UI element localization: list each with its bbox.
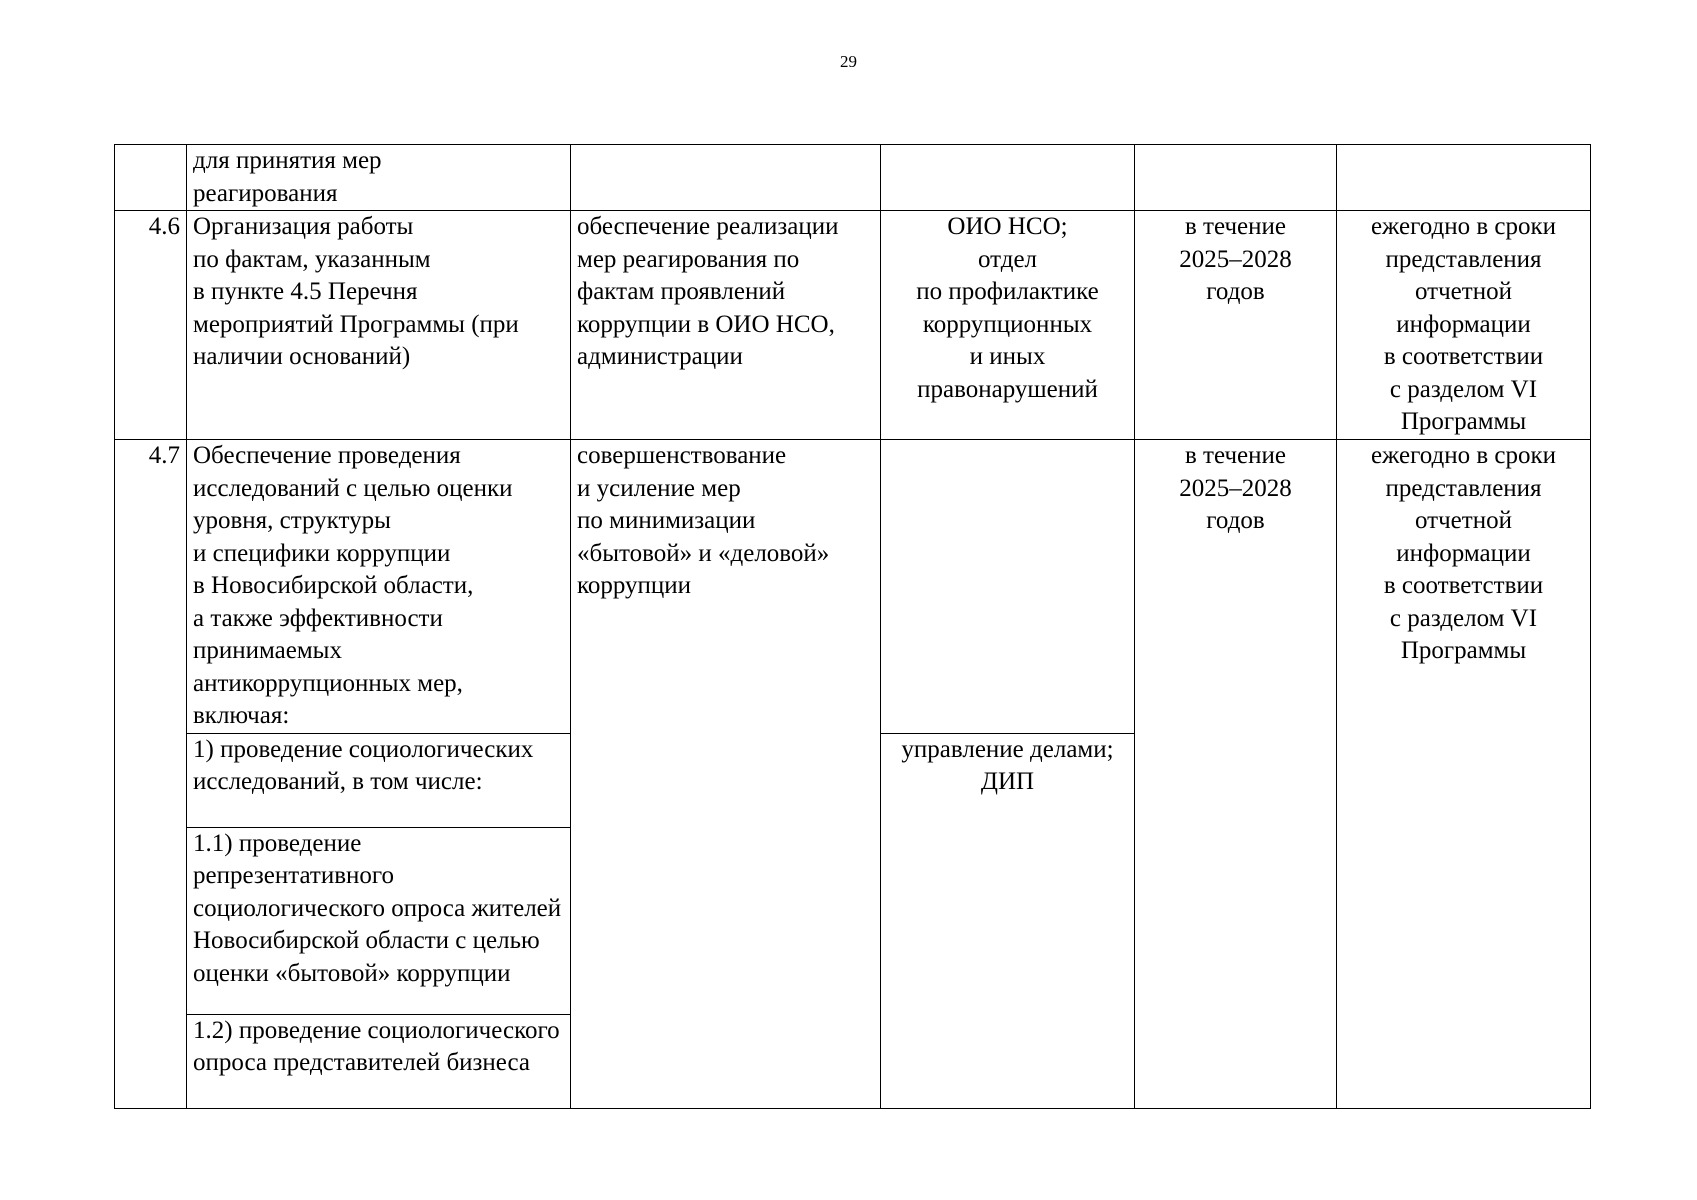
table-row-continuation [115, 145, 1591, 211]
cell-executor: ОИО НСО; отдел по профилактике коррупционных и иных правонарушений [881, 211, 1135, 440]
cell-report-empty [1337, 145, 1591, 211]
cell-event-sub-1-1: 1.1) проведение репрезентативного социологического опроса жителей Новосибирской области с целью оценки «бытовой» коррупции [187, 827, 571, 1014]
cell-result: совершенствование и усиление мер по минимизации «бытовой» и «деловой» коррупции [571, 440, 881, 1109]
page-number: 29 [840, 52, 857, 71]
cell-result-empty [571, 145, 881, 211]
cell-num: 4.7 [115, 440, 187, 1109]
cell-term: в течение 2025–2028 годов [1135, 211, 1337, 440]
cell-event: Организация работы по фактам, указанным в пункте 4.5 Перечня мероприятий Программы (при наличии оснований) [187, 211, 571, 440]
cell-num: 4.6 [115, 211, 187, 440]
cell-event-sub-1-2: 1.2) проведение социологического опроса представителей бизнеса [187, 1014, 571, 1108]
cell-executor-empty [881, 145, 1135, 211]
cell-num-empty [115, 145, 187, 211]
cell-event: Обеспечение проведения исследований с целью оценки уровня, структуры и специфики коррупции в Новосибирской области, а также эффективности принимаемых антикоррупционных мер, включая: [187, 440, 571, 734]
cell-executor-sub-1: управление делами; ДИП [881, 733, 1135, 1108]
cell-event: для принятия мер реагирования [187, 145, 571, 211]
table-row-4-7 [115, 440, 1591, 734]
table-row-4-6 [115, 211, 1591, 440]
cell-term: в течение 2025–2028 годов [1135, 440, 1337, 1109]
cell-executor-empty [881, 440, 1135, 734]
cell-result: обеспечение реализации мер реагирования по фактам проявлений коррупции в ОИО НСО, администрации [571, 211, 881, 440]
cell-term-empty [1135, 145, 1337, 211]
measures-table [114, 144, 1591, 1109]
cell-report: ежегодно в сроки представления отчетной информации в соответствии с разделом VI Программы [1337, 211, 1591, 440]
cell-report: ежегодно в сроки представления отчетной информации в соответствии с разделом VI Программы [1337, 440, 1591, 1109]
cell-event-sub-1: 1) проведение социологических исследований, в том числе: [187, 733, 571, 827]
